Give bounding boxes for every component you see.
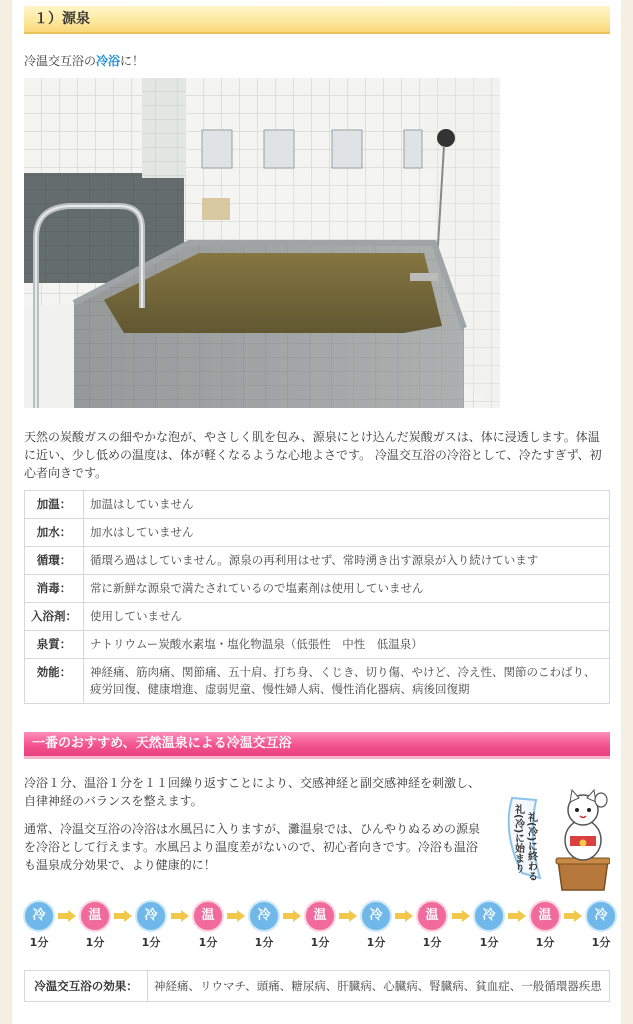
spec-label: 効能： [25, 659, 84, 704]
cold-badge: 冷 [248, 900, 280, 932]
right-arrow-icon [339, 910, 357, 922]
step-duration: 1分 [422, 936, 442, 949]
lead-highlight: 冷浴 [96, 54, 121, 68]
bath-photo [24, 78, 500, 408]
warm-badge: 温 [192, 900, 224, 932]
right-arrow-icon [58, 910, 76, 922]
section-heading-alternating-bath: 一番のおすすめ、天然温泉による冷温交互浴 [24, 732, 610, 759]
step-duration: 1分 [254, 936, 274, 949]
maneki-neko-icon [500, 778, 610, 893]
cold-badge: 冷 [23, 900, 55, 932]
spec-row [25, 519, 610, 547]
cold-bath-step [134, 900, 168, 950]
spec-label: 泉質： [25, 631, 84, 659]
cold-badge: 冷 [585, 900, 617, 932]
step-duration: 1分 [479, 936, 499, 949]
effect-row [25, 971, 610, 1002]
right-arrow-icon [564, 910, 582, 922]
step-duration: 1分 [85, 936, 105, 949]
spec-row [25, 631, 610, 659]
step-duration: 1分 [198, 936, 218, 949]
cold-bath-step [472, 900, 506, 950]
mascot-caption-1: 礼(冷)に始まり [512, 804, 524, 874]
lead-suffix: に！ [120, 54, 145, 68]
warm-bath-step [303, 900, 337, 950]
spec-label: 消毒： [25, 575, 84, 603]
spec-row [25, 575, 610, 603]
spec-value: 使用していません [84, 603, 610, 631]
spec-label: 入浴剤： [25, 603, 84, 631]
warm-bath-step [78, 900, 112, 950]
spec-value: 神経痛、筋肉痛、関節痛、五十肩、打ち身、くじき、切り傷、やけど、冷え性、関節のこわばり、疲労回復、健康増進、虚弱児童、慢性婦人病、慢性消化器病、病後回復期 [84, 659, 610, 704]
warm-bath-step [191, 900, 225, 950]
mascot-caption-2: 礼(冷)に終わる [525, 812, 537, 882]
spec-label: 加温： [25, 491, 84, 519]
effect-table [24, 970, 610, 1002]
warm-badge: 温 [304, 900, 336, 932]
spec-row [25, 491, 610, 519]
step-duration: 1分 [591, 936, 611, 949]
step-duration: 1分 [29, 936, 49, 949]
spec-value: 循環ろ過はしていません。源泉の再利用はせず、常時湧き出す源泉が入り続けています [84, 547, 610, 575]
right-arrow-icon [452, 910, 470, 922]
spec-label: 加水： [25, 519, 84, 547]
content-area [12, 0, 621, 1024]
spec-label: 循環： [25, 547, 84, 575]
lead-prefix: 冷温交互浴の [24, 54, 97, 68]
step-duration: 1分 [535, 936, 555, 949]
right-arrow-icon [227, 910, 245, 922]
right-arrow-icon [283, 910, 301, 922]
warm-bath-step [415, 900, 449, 950]
spec-row [25, 603, 610, 631]
cold-badge: 冷 [135, 900, 167, 932]
right-arrow-icon [508, 910, 526, 922]
spec-value: ナトリウムー炭酸水素塩・塩化物温泉（低張性 中性 低温泉） [84, 631, 610, 659]
step-duration: 1分 [366, 936, 386, 949]
cold-badge: 冷 [473, 900, 505, 932]
right-arrow-icon [171, 910, 189, 922]
spec-value: 加水はしていません [84, 519, 610, 547]
intro-paragraph: 冷浴１分、温浴１分を１１回繰り返すことにより、交感神経と副交感神経を刺激し、自律神経のバランスを整えます。 [24, 776, 481, 808]
section-heading-source: １）源泉 [24, 6, 610, 34]
step-duration: 1分 [310, 936, 330, 949]
effect-value: 神経痛、リウマチ、頭痛、糖尿病、肝臓病、心臓病、腎臓病、貧血症、一般循環器疾患 [148, 971, 610, 1002]
spec-row [25, 547, 610, 575]
source-description: 天然の炭酸ガスの細やかな泡が、やさしく肌を包み、源泉にとけ込んだ炭酸ガスは、体に浸透します。体温に近い、少し低めの温度は、体が軽くなるような心地よさです。 冷温交互浴の冷浴として、冷たすぎず、初心者向きです。 [24, 430, 602, 480]
warm-badge: 温 [79, 900, 111, 932]
spec-table [24, 490, 610, 704]
detail-paragraph: 通常、冷温交互浴の冷浴は水風呂に入りますが、灘温泉では、ひんやりぬるめの源泉を冷浴として行えます。水風呂より温度差がないので、初心者向きです。冷浴も温浴も温泉成分効果で、より健康的に！ [24, 822, 481, 872]
warm-badge: 温 [416, 900, 448, 932]
spec-row [25, 659, 610, 704]
lead-text [24, 52, 144, 69]
warm-bath-step [528, 900, 562, 950]
right-arrow-icon [395, 910, 413, 922]
cold-bath-step [359, 900, 393, 950]
cold-badge: 冷 [360, 900, 392, 932]
bath-cycle [22, 900, 618, 958]
spec-value: 加温はしていません [84, 491, 610, 519]
effect-label: 冷温交互浴の効果： [25, 971, 148, 1002]
cold-bath-step [22, 900, 56, 950]
step-duration: 1分 [141, 936, 161, 949]
cold-bath-step [584, 900, 618, 950]
right-arrow-icon [114, 910, 132, 922]
cold-bath-step [247, 900, 281, 950]
warm-badge: 温 [529, 900, 561, 932]
spec-value: 常に新鮮な源泉で満たされているので塩素剤は使用していません [84, 575, 610, 603]
